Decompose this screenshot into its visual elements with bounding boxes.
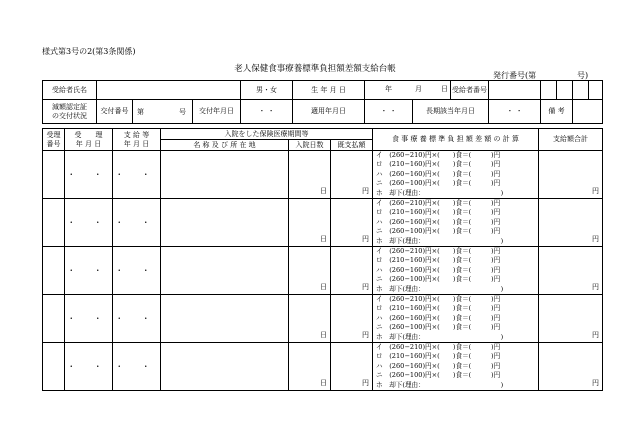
calc-line <box>376 199 538 208</box>
calc-text: 却下(理由： ) <box>389 236 504 245</box>
paid-cell[interactable]: 円 <box>331 199 373 247</box>
issue-number-suffix: 号) <box>577 71 589 80</box>
calc-line <box>376 151 538 160</box>
remarks-label: 備 考 <box>541 100 573 124</box>
total-cell[interactable]: 円 <box>539 247 603 295</box>
calc-text: 却下(理由： ) <box>389 284 504 293</box>
payment-date-cell[interactable]: ・ ・ <box>113 247 161 295</box>
paid-header: 既支払額 <box>331 140 373 151</box>
ledger-row <box>43 343 603 391</box>
receipt-date-cell[interactable]: ・ ・ <box>65 151 113 199</box>
payment-date-cell[interactable]: ・ ・ <box>113 151 161 199</box>
reduction-cert-line2: の交付状況 <box>52 111 87 120</box>
calc-text: (260−210)円×( )食＝( )円 <box>389 247 501 255</box>
calc-kana: ホ <box>376 236 383 245</box>
calc-line <box>376 227 538 236</box>
issue-num-label: 交付番号 <box>97 100 133 124</box>
ledger-row <box>43 151 603 199</box>
calc-line <box>376 381 538 390</box>
calc-text: (210−160)円×( )食＝( )円 <box>389 352 501 361</box>
issue-date-label: 交付年月日 <box>193 100 241 124</box>
document-title: 老人保健食事療養標準負担額差額支給台帳 <box>234 64 396 74</box>
calc-line <box>376 160 538 169</box>
calc-line <box>376 256 538 265</box>
calc-kana: イ <box>376 151 383 159</box>
apply-date-field[interactable]: ・ ・ <box>365 100 413 124</box>
calc-kana: ハ <box>376 313 383 322</box>
calc-text: (210−160)円×( )食＝( )円 <box>389 160 501 169</box>
calc-cell <box>373 247 539 295</box>
calc-kana: ニ <box>376 179 383 188</box>
recipient-number-cell-5[interactable] <box>589 81 603 100</box>
recipient-name-field[interactable] <box>97 81 241 100</box>
calc-text: (210−160)円×( )食＝( )円 <box>389 304 501 313</box>
paid-cell[interactable]: 円 <box>331 247 373 295</box>
calc-kana: イ <box>376 295 383 303</box>
receipt-no-cell[interactable] <box>43 295 65 343</box>
calc-kana: ロ <box>376 304 383 313</box>
calc-line <box>376 247 538 256</box>
hospital-header: 入院をした保険医療期間等 <box>161 129 373 140</box>
calc-line <box>376 304 538 313</box>
receipt-date-cell[interactable]: ・ ・ <box>65 247 113 295</box>
receipt-date-line2: 年 月 日 <box>75 139 102 148</box>
calc-text: (260−210)円×( )食＝( )円 <box>389 343 501 351</box>
days-header: 入院日数 <box>289 140 331 151</box>
calc-line <box>376 266 538 275</box>
receipt-no-cell[interactable] <box>43 199 65 247</box>
total-cell[interactable]: 円 <box>539 295 603 343</box>
hospital-name-cell[interactable] <box>161 295 289 343</box>
receipt-no-line2: 番号 <box>46 139 61 148</box>
calc-text: (260−160)円×( )食＝( )円 <box>389 217 501 226</box>
long-term-label: 長期該当年月日 <box>413 100 489 124</box>
receipt-date-header <box>65 129 113 151</box>
gender-label: 男・女 <box>241 81 293 100</box>
calc-line <box>376 343 538 352</box>
go-label: 号 <box>179 108 186 116</box>
calc-kana: イ <box>376 247 383 255</box>
calc-text: (260−100)円×( )食＝( )円 <box>389 227 501 236</box>
paid-cell[interactable]: 円 <box>331 151 373 199</box>
payment-date-cell[interactable]: ・ ・ <box>113 295 161 343</box>
receipt-no-header <box>43 129 65 151</box>
birth-month: 月 <box>415 85 422 93</box>
payment-date-cell[interactable]: ・ ・ <box>113 343 161 391</box>
days-cell[interactable]: 日 <box>289 295 331 343</box>
calc-kana: ハ <box>376 361 383 370</box>
hospital-name-cell[interactable] <box>161 151 289 199</box>
payment-date-line2: 年 月 日 <box>123 139 150 148</box>
recipient-number-cell-1[interactable] <box>489 81 541 100</box>
calc-kana: ニ <box>376 323 383 332</box>
reduction-cert-line1: 減額認定証 <box>52 102 87 111</box>
calc-line <box>376 179 538 188</box>
calc-text: (260−160)円×( )食＝( )円 <box>389 361 501 370</box>
issue-date-field[interactable]: ・ ・ <box>241 100 293 124</box>
birth-date-field[interactable] <box>365 81 451 100</box>
calc-line <box>376 295 538 304</box>
payment-date-cell[interactable]: ・ ・ <box>113 199 161 247</box>
calc-text: (260−160)円×( )食＝( )円 <box>389 265 501 274</box>
days-cell[interactable]: 日 <box>289 199 331 247</box>
calc-line <box>376 333 538 342</box>
ledger-row <box>43 199 603 247</box>
calc-kana: ニ <box>376 227 383 236</box>
receipt-date-cell[interactable]: ・ ・ <box>65 343 113 391</box>
calc-text: 却下(理由： ) <box>389 332 504 341</box>
calc-kana: ホ <box>376 188 383 197</box>
days-cell[interactable]: 日 <box>289 151 331 199</box>
calc-cell <box>373 343 539 391</box>
calc-kana: ホ <box>376 332 383 341</box>
payment-date-header <box>113 129 161 151</box>
calc-kana: ニ <box>376 371 383 380</box>
calc-cell <box>373 199 539 247</box>
issue-num-field[interactable] <box>133 100 193 124</box>
calc-line <box>376 352 538 361</box>
calc-kana: ロ <box>376 160 383 169</box>
recipient-info-table <box>42 80 603 124</box>
calc-kana: ロ <box>376 256 383 265</box>
calc-line <box>376 208 538 217</box>
name-address-header: 名 称 及 び 所 在 地 <box>161 140 289 151</box>
receipt-no-cell[interactable] <box>43 343 65 391</box>
calc-text: (260−210)円×( )食＝( )円 <box>389 295 501 303</box>
calc-line <box>376 237 538 246</box>
calc-text: (260−160)円×( )食＝( )円 <box>389 313 501 322</box>
calc-line <box>376 189 538 198</box>
birth-day: 日 <box>441 85 448 93</box>
paid-cell[interactable]: 円 <box>331 343 373 391</box>
calc-kana: ロ <box>376 208 383 217</box>
days-cell[interactable]: 日 <box>289 343 331 391</box>
total-cell[interactable]: 円 <box>539 151 603 199</box>
hospital-name-cell[interactable] <box>161 343 289 391</box>
issue-number-label: 発行番号(第 <box>493 71 537 80</box>
form-id: 様式第3号の2(第3条関係) <box>42 47 136 56</box>
calc-kana: ハ <box>376 169 383 178</box>
calc-cell <box>373 295 539 343</box>
calc-text: 却下(理由： ) <box>389 380 504 389</box>
total-cell[interactable]: 円 <box>539 199 603 247</box>
receipt-date-cell[interactable]: ・ ・ <box>65 199 113 247</box>
calc-line <box>376 314 538 323</box>
calc-text: (260−160)円×( )食＝( )円 <box>389 169 501 178</box>
reduction-cert-label <box>43 100 97 124</box>
days-cell[interactable]: 日 <box>289 247 331 295</box>
ledger-table <box>42 128 603 391</box>
calc-text: (260−100)円×( )食＝( )円 <box>389 179 501 188</box>
total-header: 支給額合計 <box>539 129 603 151</box>
apply-date-label: 適用年月日 <box>293 100 365 124</box>
calc-text: (260−100)円×( )食＝( )円 <box>389 371 501 380</box>
calc-text: (260−210)円×( )食＝( )円 <box>389 151 501 159</box>
calc-text: (260−210)円×( )食＝( )円 <box>389 199 501 207</box>
calc-text: (210−160)円×( )食＝( )円 <box>389 208 501 217</box>
birth-year: 年 <box>385 85 392 93</box>
ledger-row <box>43 295 603 343</box>
remarks-field[interactable] <box>573 100 603 124</box>
calc-cell <box>373 151 539 199</box>
calc-kana: ロ <box>376 352 383 361</box>
calc-kana: ハ <box>376 217 383 226</box>
hospital-name-cell[interactable] <box>161 199 289 247</box>
recipient-number-cell-4[interactable] <box>573 81 589 100</box>
long-term-field[interactable]: ・ ・ <box>489 100 541 124</box>
receipt-no-cell[interactable] <box>43 151 65 199</box>
dai-label: 第 <box>137 108 144 116</box>
receipt-date-line1: 受 理 <box>74 130 103 139</box>
calc-text: 却下(理由： ) <box>389 188 504 197</box>
calc-line <box>376 371 538 380</box>
receipt-no-cell[interactable] <box>43 247 65 295</box>
paid-cell[interactable]: 円 <box>331 295 373 343</box>
hospital-name-cell[interactable] <box>161 247 289 295</box>
recipient-number-cell-2[interactable] <box>541 81 557 100</box>
calc-text: (260−100)円×( )食＝( )円 <box>389 323 501 332</box>
calc-kana: ホ <box>376 380 383 389</box>
calc-kana: イ <box>376 199 383 207</box>
calc-kana: ニ <box>376 275 383 284</box>
calc-line <box>376 362 538 371</box>
calc-line <box>376 275 538 284</box>
calc-line <box>376 218 538 227</box>
calc-kana: イ <box>376 343 383 351</box>
recipient-number-cell-3[interactable] <box>557 81 573 100</box>
recipient-name-label: 受給者氏名 <box>43 81 97 100</box>
receipt-no-line1: 受理 <box>46 130 61 139</box>
payment-date-line1: 支 給 等 <box>123 130 150 139</box>
calc-line <box>376 323 538 332</box>
recipient-number-label: 受給者番号 <box>451 81 489 100</box>
birth-date-label: 生 年 月 日 <box>293 81 365 100</box>
calc-kana: ハ <box>376 265 383 274</box>
calc-line <box>376 170 538 179</box>
calc-header: 食 事 療 養 標 準 負 担 額 差 額 の 計 算 <box>373 129 539 151</box>
calc-line <box>376 285 538 294</box>
calc-text: (210−160)円×( )食＝( )円 <box>389 256 501 265</box>
calc-kana: ホ <box>376 284 383 293</box>
total-cell[interactable]: 円 <box>539 343 603 391</box>
receipt-date-cell[interactable]: ・ ・ <box>65 295 113 343</box>
calc-text: (260−100)円×( )食＝( )円 <box>389 275 501 284</box>
ledger-row <box>43 247 603 295</box>
